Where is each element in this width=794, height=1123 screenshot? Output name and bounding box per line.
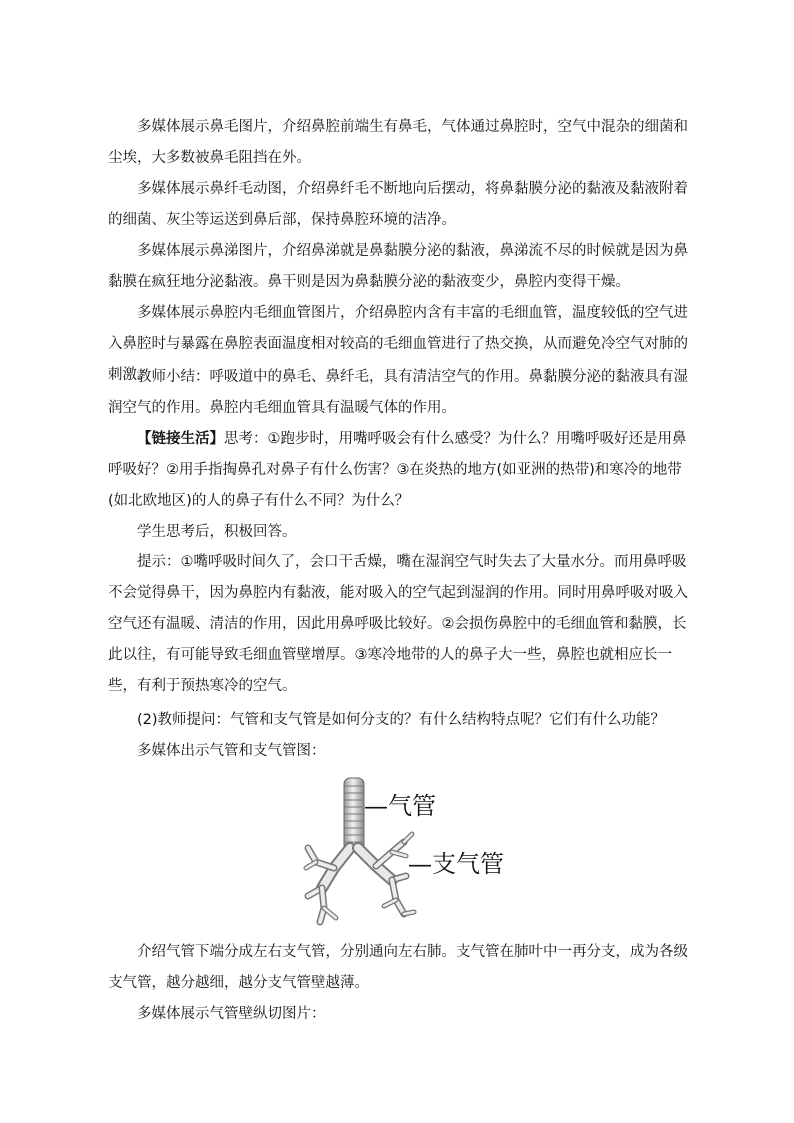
paragraph-teacher-question bbox=[108, 705, 696, 736]
paragraph-text: 多媒体展示鼻腔内毛细血管图片，介绍鼻腔内含有丰富的毛细血管，温度较低的空气进入鼻腔时与暴露在鼻腔表面温度相对较高的毛细血管进行了热交换，从而避免冷空气对肺的刺激。 bbox=[108, 305, 688, 383]
link-to-life-tag: 【链接生活】 bbox=[137, 431, 224, 447]
paragraph-nasal-hair bbox=[108, 112, 696, 174]
paragraph-mucus bbox=[108, 236, 696, 298]
label-trachea: —气管 bbox=[364, 792, 436, 820]
paragraph-text: 提示：①嘴呼吸时间久了，会口干舌燥，嘴在湿润空气时失去了大量水分。而用鼻呼吸不会觉得鼻干，因为鼻腔内有黏液，能对吸入的空气起到湿润的作用。同时用鼻呼吸对吸入空气还有温暖、清洁的作用，因此用鼻呼吸比较好。②会损伤鼻腔中的毛细血管和黏膜，长此以往，有可能导致毛细血管壁增厚。③寒冷地带的人的鼻子大一些，鼻腔也就相应长一些，有利于预热寒冷的空气。 bbox=[108, 554, 688, 694]
paragraph-text bbox=[108, 424, 696, 517]
label-bronchi: —支气管 bbox=[408, 850, 504, 878]
paragraph-cilia bbox=[108, 174, 696, 236]
paragraph-text: 多媒体出示气管和支气管图： bbox=[137, 743, 326, 759]
paragraph-figure-intro bbox=[108, 736, 696, 767]
paragraph-text: 多媒体展示鼻纤毛动图，介绍鼻纤毛不断地向后摆动，将鼻黏膜分泌的黏液及黏液附着的细菌、灰尘等运送到鼻后部，保持鼻腔环境的洁净。 bbox=[108, 181, 688, 228]
paragraph-text: 教师小结：呼吸道中的鼻毛、鼻纤毛，具有清洁空气的作用。鼻黏膜分泌的黏液具有湿润空气的作用。鼻腔内毛细血管具有温暖气体的作用。 bbox=[108, 369, 688, 416]
paragraph-tracheal-wall-intro bbox=[108, 999, 696, 1030]
paragraph-bronchi-explanation bbox=[108, 937, 696, 999]
paragraph-text: 多媒体展示鼻涕图片，介绍鼻涕就是鼻黏膜分泌的黏液，鼻涕流不尽的时候就是因为鼻黏膜在疯狂地分泌黏液。鼻干则是因为鼻黏膜分泌的黏液变少，鼻腔内变得干燥。 bbox=[108, 243, 688, 290]
trachea-bronchi-figure bbox=[300, 772, 540, 932]
paragraph-text: 学生思考后，积极回答。 bbox=[137, 524, 297, 540]
paragraph-student-answer bbox=[108, 517, 696, 548]
paragraph-teacher-summary bbox=[108, 362, 696, 424]
paragraph-text: 多媒体展示气管壁纵切图片： bbox=[137, 1006, 326, 1022]
paragraph-text: 多媒体展示鼻毛图片，介绍鼻腔前端生有鼻毛，气体通过鼻腔时，空气中混杂的细菌和尘埃，大多数被鼻毛阻挡在外。 bbox=[108, 119, 688, 166]
link-to-life-questions: 思考：①跑步时，用嘴呼吸会有什么感受？为什么？用嘴呼吸好还是用鼻呼吸好？②用手指掏鼻孔对鼻子有什么伤害？③在炎热的地方(如亚洲的热带)和寒冷的地带(如北欧地区)的人的鼻子有什么不同？为什么？ bbox=[108, 431, 687, 509]
paragraph-link-to-life bbox=[108, 424, 696, 517]
paragraph-text: (2)教师提问：气管和支气管是如何分支的？有什么结构特点呢？它们有什么功能？ bbox=[137, 712, 666, 728]
paragraph-text: 介绍气管下端分成左右支气管，分别通向左右肺。支气管在肺叶中一再分支，成为各级支气管，越分越细，越分支气管壁越薄。 bbox=[108, 944, 688, 991]
paragraph-hints bbox=[108, 547, 696, 702]
